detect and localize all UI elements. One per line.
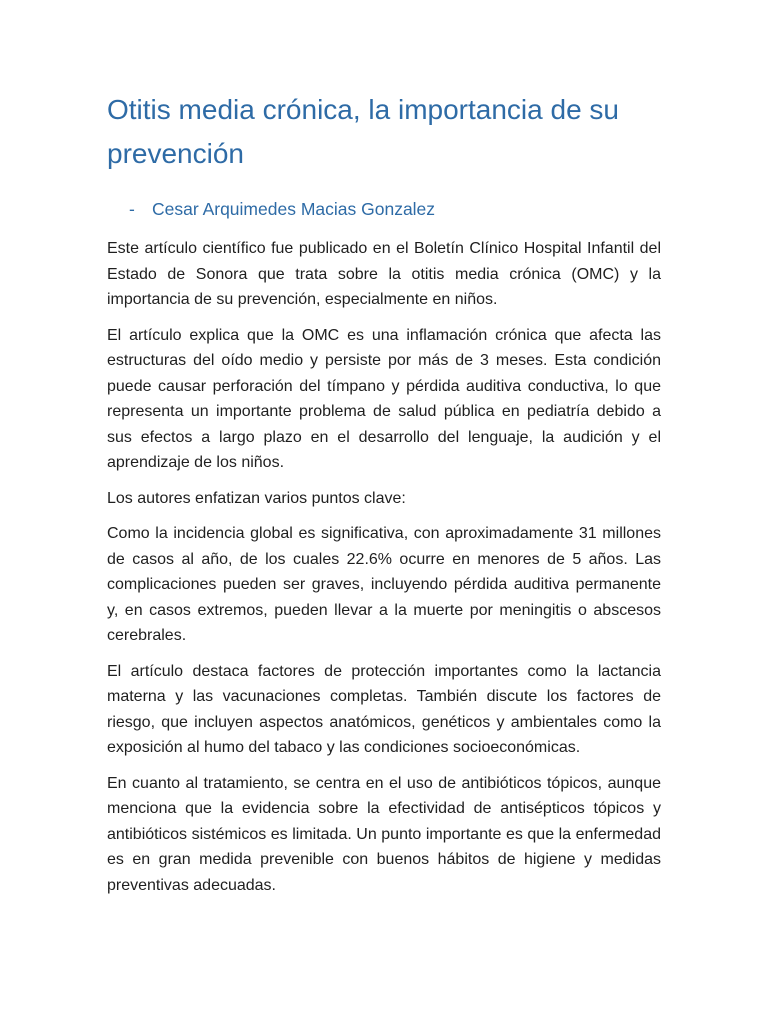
paragraph-key-points-intro: Los autores enfatizan varios puntos clave:	[107, 489, 406, 507]
document-page	[107, 88, 661, 908]
paragraph-treatment: En cuanto al tratamiento, se centra en el uso de antibióticos tópicos, aunque menciona que la evidencia sobre la efectividad de antisépticos tópicos y antibióticos sistémicos es limitada. Un punto importante es que la enfermedad es en gran medida prevenible con buenos hábitos de higiene y medidas preventivas adecuadas.	[107, 774, 661, 894]
document-body	[107, 236, 661, 898]
author-line	[129, 196, 661, 222]
author-bullet: -	[129, 199, 135, 219]
author-name: Cesar Arquimedes Macias Gonzalez	[152, 199, 436, 219]
paragraph-factors: El artículo destaca factores de protección importantes como la lactancia materna y las vacunaciones completas. También discute los factores de riesgo, que incluyen aspectos anatómicos, genéticos y ambientales como la exposición al humo del tabaco y las condiciones socioeconómicas.	[107, 662, 661, 756]
document-title: Otitis media crónica, la importancia de su prevención	[107, 94, 619, 169]
paragraph-incidence: Como la incidencia global es significativa, con aproximadamente 31 millones de casos al año, de los cuales 22.6% ocurre en menores de 5 años. Las complicaciones pueden ser graves, incluyendo pérdida auditiva permanente y, en casos extremos, pueden llevar a la muerte por meningitis o abscesos cerebrales.	[107, 525, 661, 644]
paragraph-publication: Este artículo científico fue publicado en el Boletín Clínico Hospital Infantil del Estado de Sonora que trata sobre la otitis media crónica (OMC) y la importancia de su prevención, especialmente en niños.	[107, 240, 661, 308]
paragraph-definition: El artículo explica que la OMC es una inflamación crónica que afecta las estructuras del oído medio y persiste por más de 3 meses. Esta condición puede causar perforación del tímpano y pérdida auditiva conductiva, lo que representa un importante problema de salud pública en pediatría debido a sus efectos a largo plazo en el desarrollo del lenguaje, la audición y el aprendizaje de los niños.	[107, 326, 661, 471]
